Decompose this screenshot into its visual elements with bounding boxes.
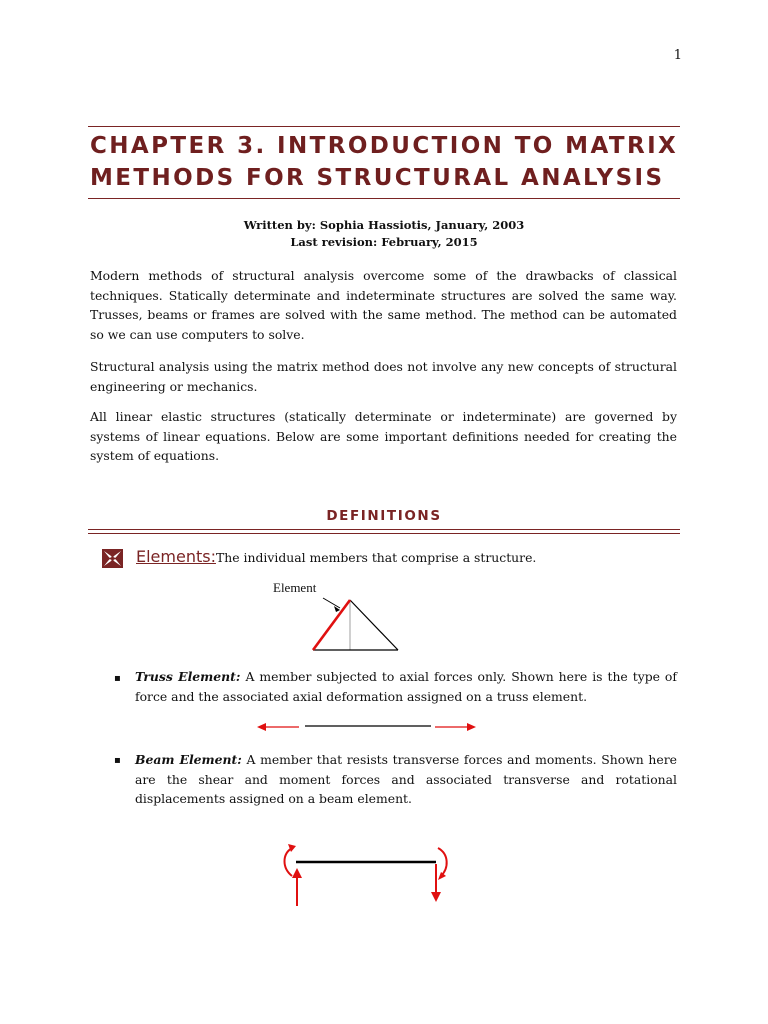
triangle-right-side xyxy=(350,600,398,650)
intro-paragraph-1: Modern methods of structural analysis overcome some of the drawbacks of classical techniques. Statically determinate and indeterminate structures are solved the same way. Trusses, beams or frames are solved with the same method. The method can be automated so we can use computers to solve. xyxy=(90,268,677,342)
decorative-cross-icon xyxy=(102,549,123,568)
bullet-marker-2: ▪ xyxy=(114,755,121,766)
byline-author: Written by: Sophia Hassiotis, January, 2003 xyxy=(243,218,525,232)
chapter-title xyxy=(90,130,690,194)
title-bottom-rule xyxy=(88,198,680,199)
intro-paragraph-3: All linear elastic structures (statically determinate or indeterminate) are governed by systems of linear equations. Below are some important definitions needed for creating the system of equations. xyxy=(90,409,677,463)
section-rule-lower xyxy=(88,533,680,534)
truss-right-arrowhead xyxy=(467,723,476,731)
section-rule-upper xyxy=(88,529,680,530)
truss-element-figure xyxy=(255,716,480,738)
intro-paragraph-2: Structural analysis using the matrix method does not involve any new concepts of structural engineering or mechanics. xyxy=(90,359,677,394)
page-number: 1 xyxy=(673,48,682,63)
chapter-title-line-1: CHAPTER 3. INTRODUCTION TO MATRIX xyxy=(90,133,679,159)
bullet-marker-1: ▪ xyxy=(114,673,121,684)
beam-element-figure xyxy=(278,840,453,910)
definition-elements xyxy=(102,547,682,571)
element-figure-label: Element xyxy=(273,580,317,595)
definition-term: Elements: xyxy=(136,547,216,566)
bullet-text-truss: A member subjected to axial forces only. Shown here is the type of force and the associated axial deformation assigned on a truss element. xyxy=(135,669,677,704)
beam-right-moment-arc xyxy=(438,848,447,876)
definition-text: The individual members that comprise a structure. xyxy=(216,550,537,565)
byline-revision: Last revision: February, 2015 xyxy=(290,235,478,249)
bullet-term-truss: Truss Element: xyxy=(135,669,241,684)
beam-right-shear-arrowhead xyxy=(431,892,441,902)
chapter-title-line-2: METHODS FOR STRUCTURAL ANALYSIS xyxy=(90,165,665,191)
beam-left-shear-arrowhead xyxy=(292,868,302,878)
beam-right-moment-arrowhead xyxy=(438,872,446,880)
bullet-text-beam: A member that resists transverse forces and moments. Shown here are the shear and moment forces and associated transverse and rotational displacements assigned on a beam element. xyxy=(135,752,677,806)
beam-left-moment-arc xyxy=(285,848,293,876)
section-heading-definitions: DEFINITIONS xyxy=(326,508,442,524)
element-triangle-figure xyxy=(268,578,408,658)
title-top-rule xyxy=(88,126,680,127)
truss-left-arrowhead xyxy=(257,723,266,731)
bullet-beam-element xyxy=(135,750,677,809)
bullet-term-beam: Beam Element: xyxy=(135,752,242,767)
highlighted-element-member xyxy=(313,600,350,650)
label-pointer-line xyxy=(323,598,340,608)
bullet-truss-element xyxy=(135,667,677,706)
